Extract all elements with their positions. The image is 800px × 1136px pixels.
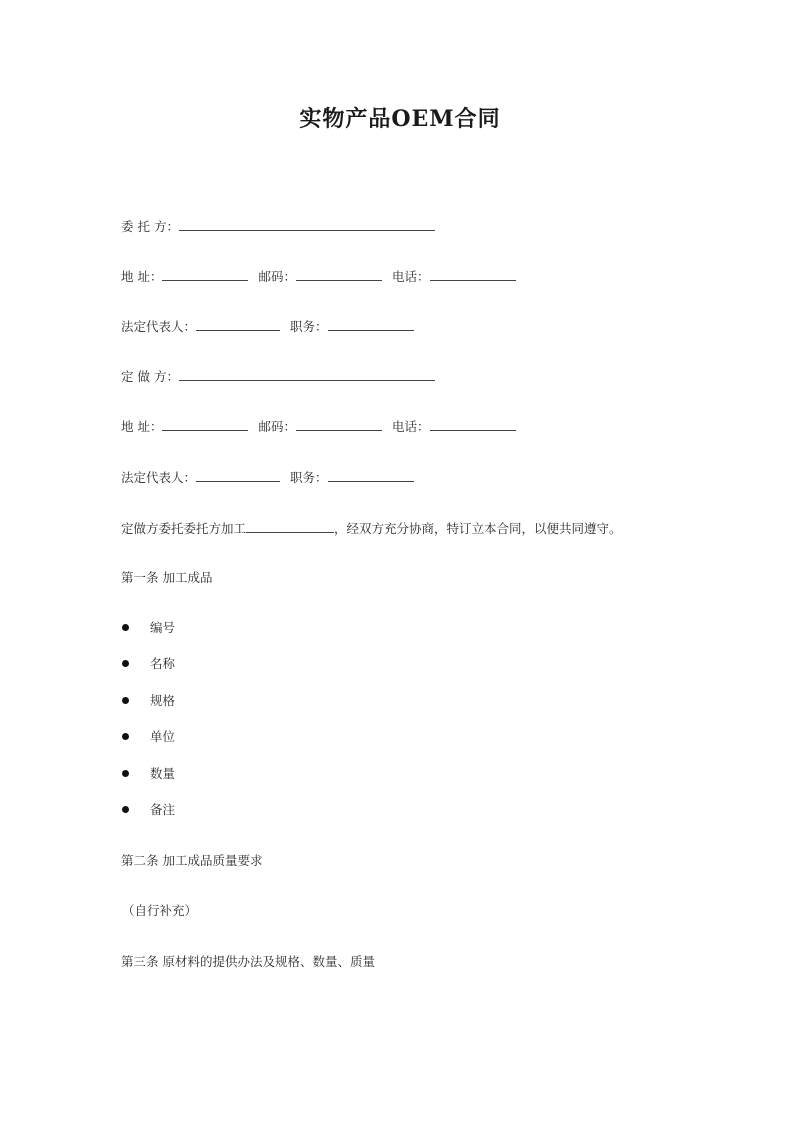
maker-postcode-label: 邮码： [258, 419, 296, 434]
client-postcode-label: 邮码： [258, 269, 296, 284]
maker-phone-blank[interactable] [430, 416, 516, 431]
client-legal-rep-blank[interactable] [196, 316, 280, 331]
article-2-note: （自行补充） [122, 903, 198, 918]
maker-postcode-blank[interactable] [296, 416, 382, 431]
maker-address-label: 地 址： [121, 419, 163, 434]
bullet-icon [122, 806, 129, 813]
article-1-heading: 第一条 加工成品 [121, 570, 213, 585]
client-name-row [121, 216, 435, 236]
client-position-label: 职务： [290, 319, 328, 334]
maker-legal-rep-row [121, 467, 414, 487]
maker-legal-rep-label: 法定代表人： [121, 470, 197, 485]
list-item [121, 800, 175, 820]
bullet-icon [122, 733, 129, 740]
client-phone-blank[interactable] [430, 266, 516, 281]
client-name-label: 委 托 方： [121, 219, 179, 234]
intro-text-after: ，经双方充分协商，特订立本合同，以便共同遵守。 [334, 521, 622, 536]
list-item-label: 规格 [150, 693, 176, 708]
maker-position-blank[interactable] [328, 467, 414, 482]
product-name-blank[interactable] [246, 518, 334, 533]
intro-paragraph [121, 518, 622, 538]
list-item-label: 编号 [150, 620, 176, 635]
client-address-row [121, 266, 516, 286]
maker-legal-rep-blank[interactable] [196, 467, 280, 482]
bullet-icon [122, 660, 129, 667]
article-2-heading: 第二条 加工成品质量要求 [121, 853, 263, 868]
maker-phone-label: 电话： [392, 419, 430, 434]
maker-name-label: 定 做 方： [121, 369, 179, 384]
client-legal-rep-row [121, 316, 414, 336]
client-postcode-blank[interactable] [296, 266, 382, 281]
maker-name-row [121, 366, 435, 386]
client-phone-label: 电话： [392, 269, 430, 284]
list-item [121, 618, 175, 638]
maker-address-blank[interactable] [162, 416, 248, 431]
client-name-blank[interactable] [179, 216, 435, 231]
list-item-label: 备注 [150, 802, 176, 817]
list-item-label: 数量 [150, 766, 176, 781]
bullet-icon [122, 624, 129, 631]
article-3-heading: 第三条 原材料的提供办法及规格、数量、质量 [121, 954, 375, 969]
document-title: 实物产品OEM合同 [299, 106, 501, 132]
bullet-icon [122, 770, 129, 777]
intro-text-before: 定做方委托委托方加工 [121, 521, 247, 536]
client-legal-rep-label: 法定代表人： [121, 319, 197, 334]
client-address-blank[interactable] [162, 266, 248, 281]
list-item [121, 654, 175, 674]
maker-name-blank[interactable] [179, 366, 435, 381]
client-address-label: 地 址： [121, 269, 163, 284]
maker-position-label: 职务： [290, 470, 328, 485]
list-item [121, 727, 175, 747]
list-item-label: 名称 [150, 656, 176, 671]
list-item-label: 单位 [150, 729, 176, 744]
bullet-icon [122, 697, 129, 704]
list-item [121, 764, 175, 784]
list-item [121, 691, 175, 711]
maker-address-row [121, 416, 516, 436]
client-position-blank[interactable] [328, 316, 414, 331]
